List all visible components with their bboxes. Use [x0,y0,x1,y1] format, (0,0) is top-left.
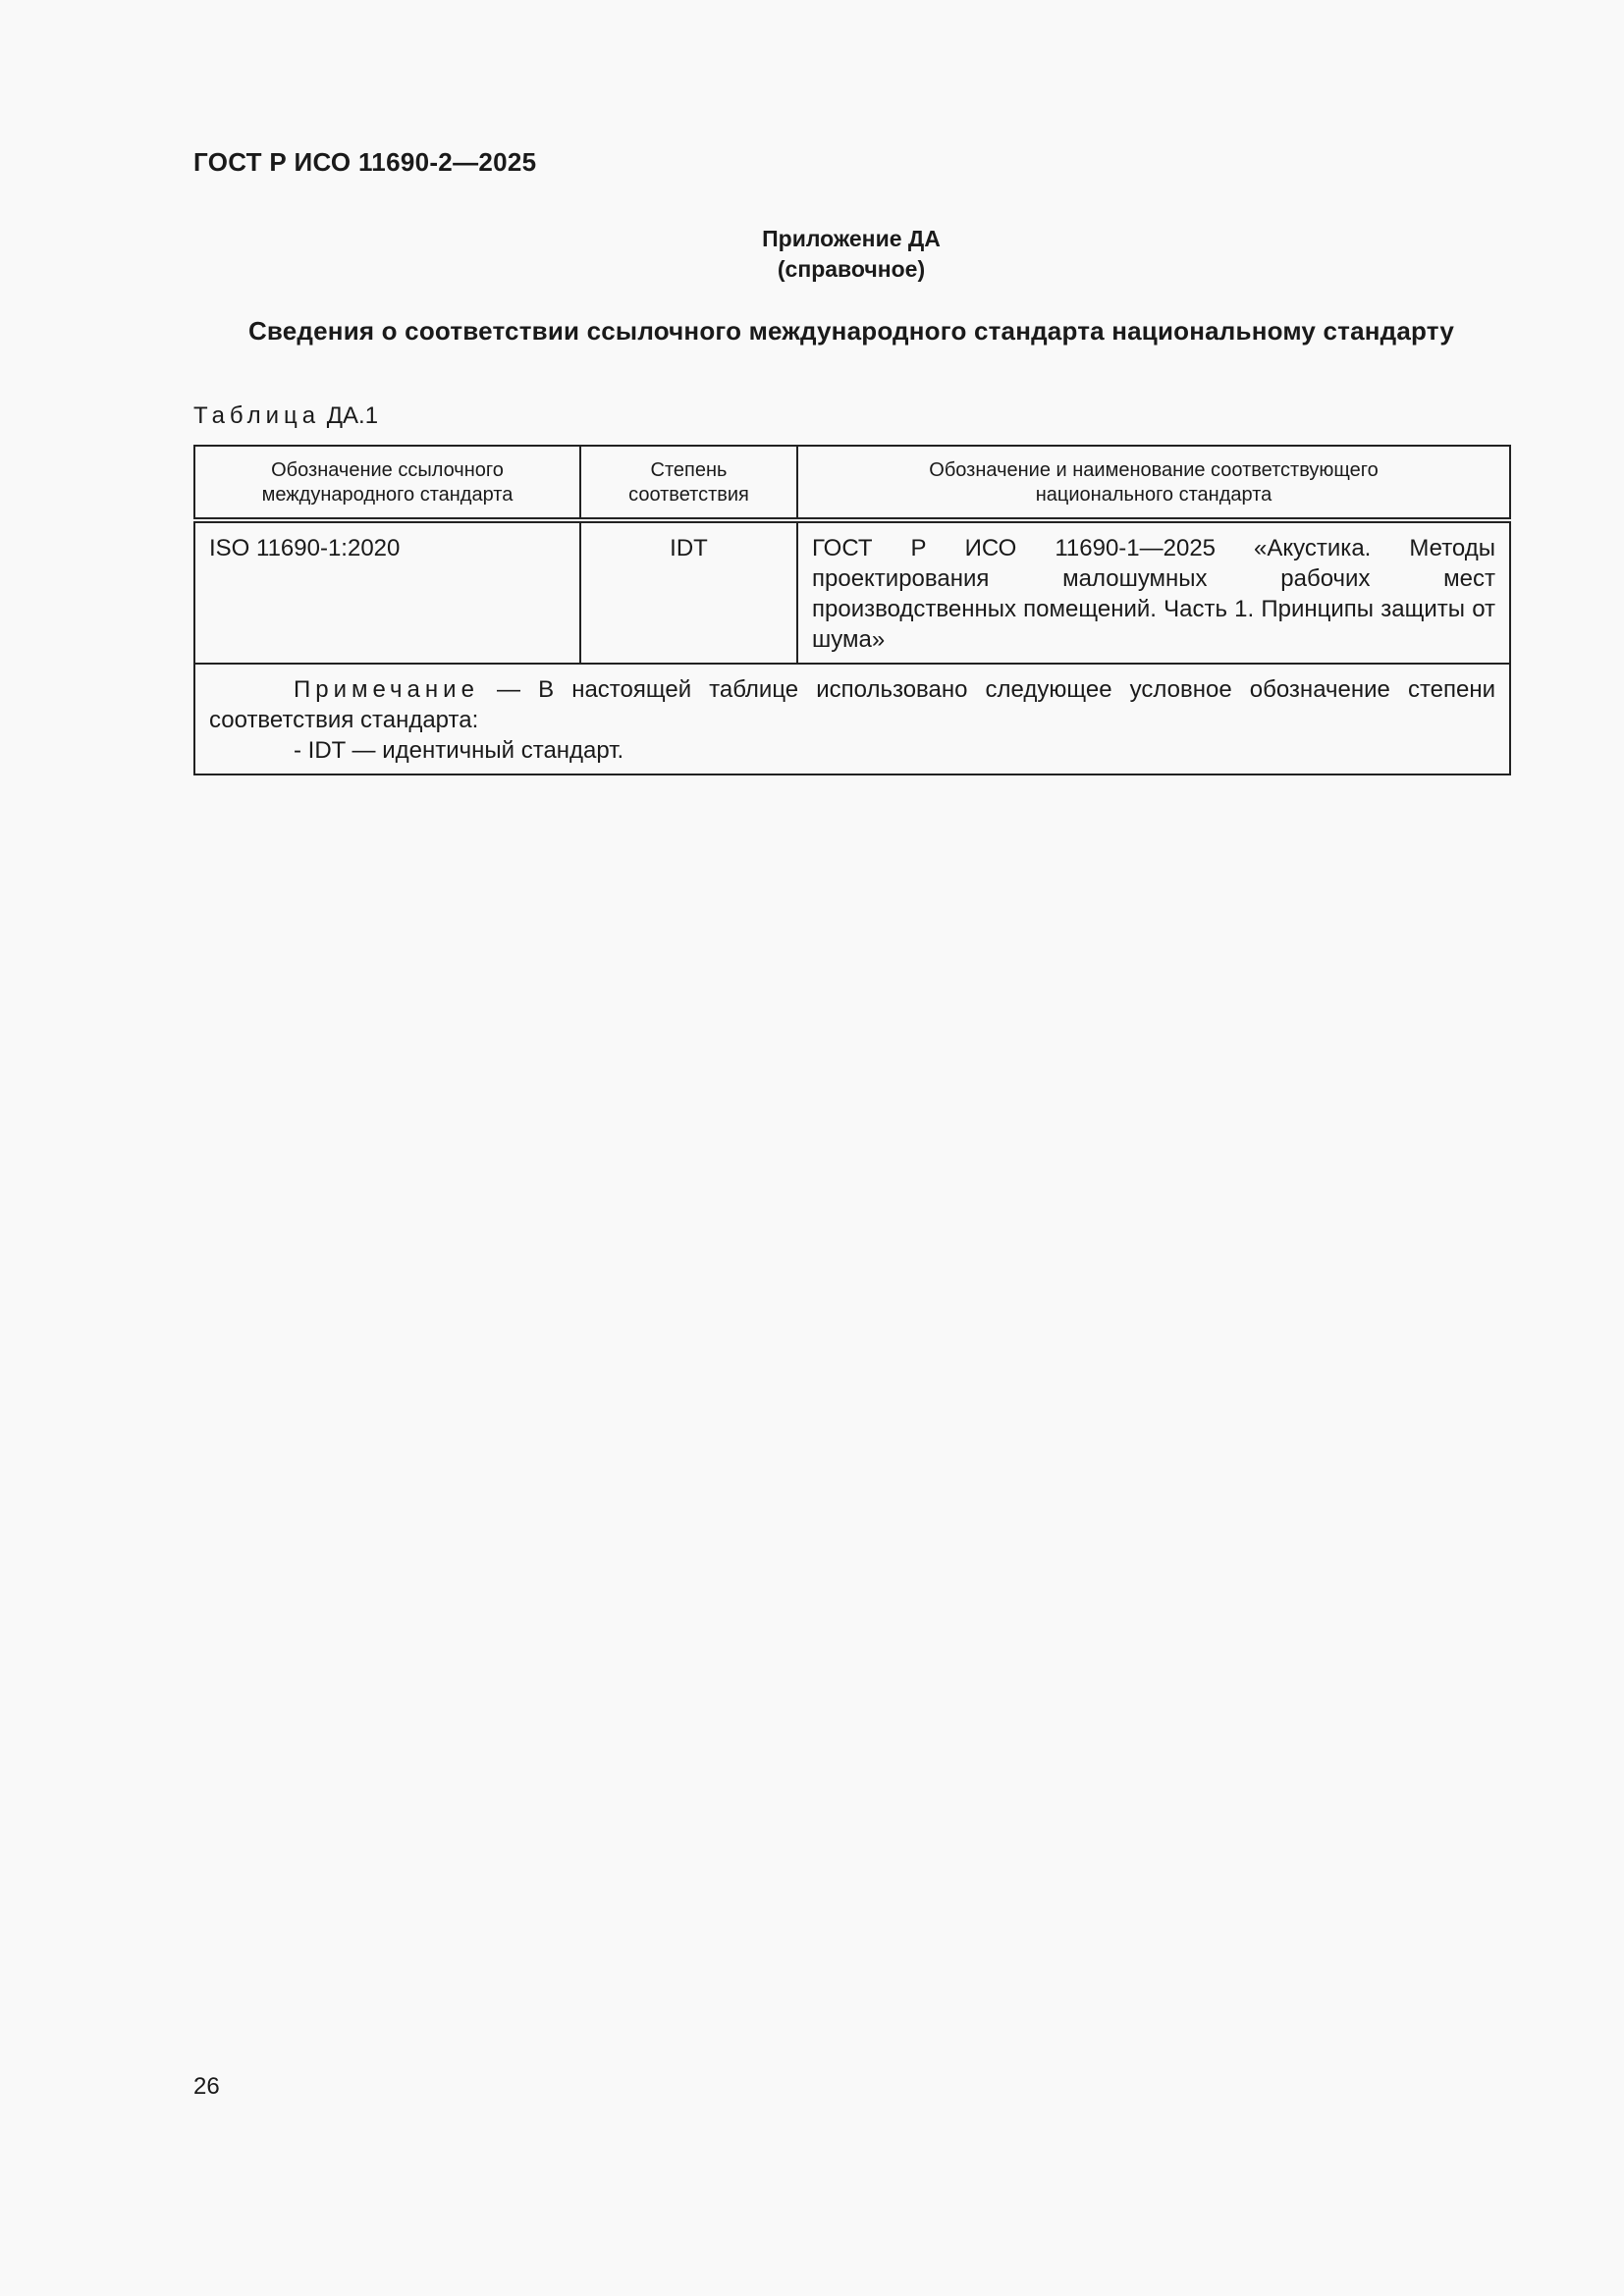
header-line: соответствия [628,484,749,506]
cell-national-standard: ГОСТ Р ИСО 11690-1—2025 «Акустика. Методы проектирования малошумных рабочих мест производственных помещений. Часть 1. Принципы защиты от шума» [797,520,1510,664]
annex-subtitle: (справочное) [777,256,926,282]
header-line: национального стандарта [1035,484,1272,506]
table-note-row [194,664,1510,774]
note-word: Примечание [294,676,479,703]
cell-international-standard: ISO 11690-1:2020 [194,520,580,664]
note-body: В настоящей таблице использовано следующее условное обозначение степени соответствия стандарта: [209,676,1496,733]
table-label-word: Таблица [193,402,321,429]
annex-title: Приложение ДА [762,226,941,251]
header-line: Обозначение ссылочного [271,459,504,481]
header-line: Обозначение и наименование соответствующего [929,459,1379,481]
header-national-standard [797,446,1510,520]
table-note [194,664,1510,774]
table-label-number: ДА.1 [326,402,379,429]
header-degree [580,446,797,520]
document-code: ГОСТ Р ИСО 11690-2—2025 [193,147,537,177]
annex-heading [193,224,1509,285]
header-line: международного стандарта [261,484,514,506]
note-text [209,674,1495,735]
correspondence-table [193,445,1511,775]
header-line: Степень [650,459,728,481]
cell-degree: IDT [580,520,797,664]
note-dash: — [497,676,521,703]
section-title: Сведения о соответствии ссылочного международного стандарта национальному стандарту [247,316,1455,346]
header-international-standard [194,446,580,520]
table-header-row [194,446,1510,520]
table-label [193,402,378,430]
note-list-item: - IDT — идентичный стандарт. [294,737,624,764]
table-row [194,520,1510,664]
page-number: 26 [193,2073,220,2100]
